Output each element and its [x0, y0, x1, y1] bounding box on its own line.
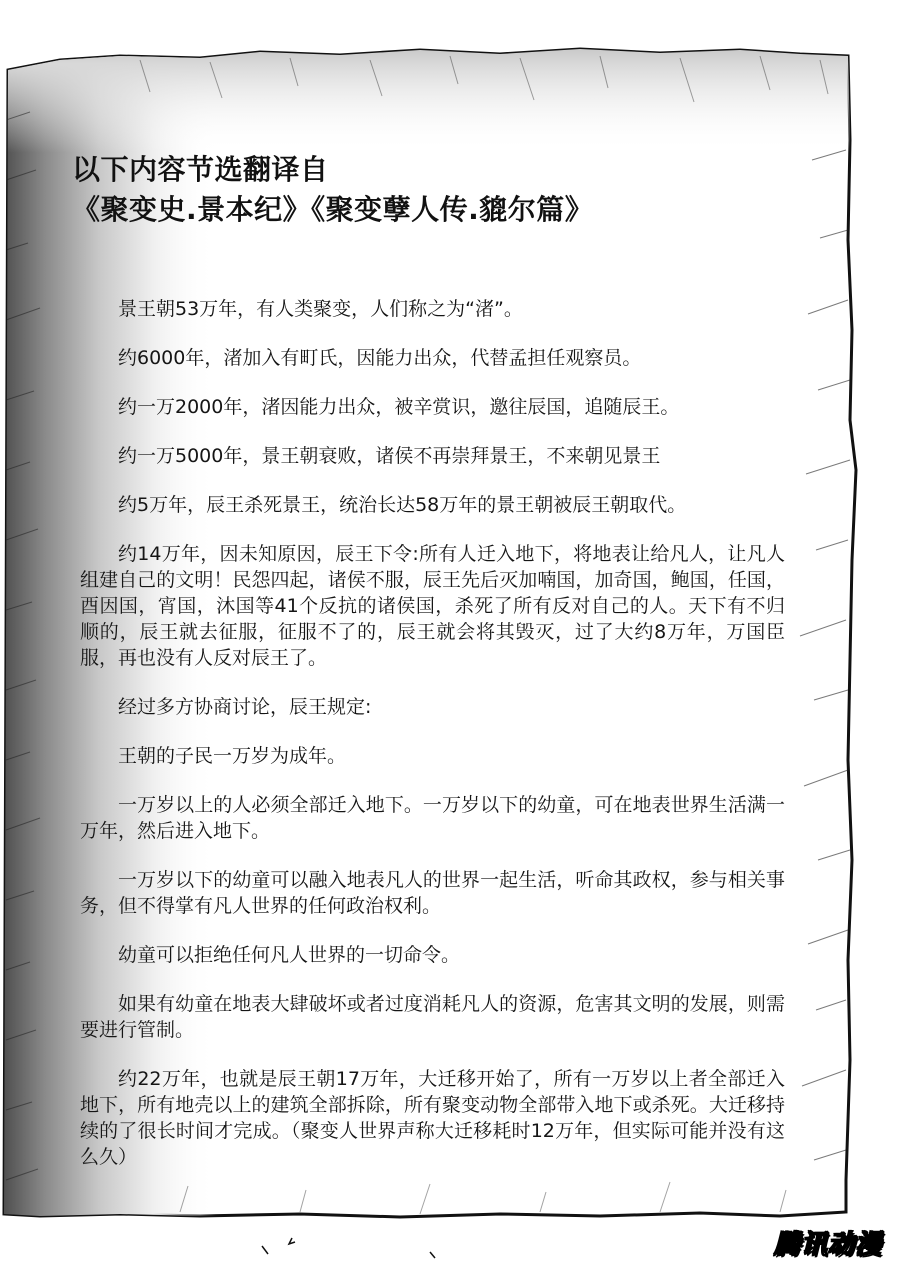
- paragraph: 经过多方协商讨论，辰王规定:: [118, 696, 372, 718]
- paragraph: 王朝的子民一万岁为成年。: [118, 745, 347, 767]
- paragraph: 约5万年，辰王杀死景王，统治长达58万年的景王朝被辰王朝取代。: [118, 494, 687, 516]
- paragraph: 约一万2000年，渚因能力出众，被辛赏识，邀往辰国，追随辰王。: [118, 396, 680, 418]
- paragraph: 景王朝53万年，有人类聚变，人们称之为“渚”。: [118, 298, 523, 320]
- paragraph: 约22万年，也就是辰王朝17万年，大迁移开始了，所有一万岁以上者全部迁入地下，所有地壳以上的建筑全部拆除，所有聚变动物全部带入地下或杀死。大迁移持续的了很长时间才完成。（聚变人世界声称大迁移耗时12万年，但实际可能并没有这么久）: [80, 1068, 785, 1168]
- paragraph: 约一万5000年，景王朝衰败，诸侯不再崇拜景王，不来朝见景王: [118, 445, 661, 467]
- title-line-2: 《聚变史.景本纪》《聚变孽人传.貔尔篇》: [72, 193, 594, 226]
- paragraph: 约14万年，因未知原因，辰王下令:所有人迁入地下，将地表让给凡人，让凡人组建自己的文明！民怨四起，诸侯不服，辰王先后灭加喃国，加奇国，鲍国，任国，酉因国，宵国，沐国等41个反抗的诸侯国，杀死了所有反对自己的人。天下有不归顺的，辰王就去征服，征服不了的，辰王就会将其毁灭，过了大约8万年，万国臣服，再也没有人反对辰王了。: [80, 543, 785, 669]
- watermark-text: 腾讯动漫: [773, 1230, 882, 1260]
- paragraph: 一万岁以下的幼童可以融入地表凡人的世界一起生活，听命其政权，参与相关事务，但不得掌有凡人世界的任何政治权利。: [80, 869, 785, 917]
- paragraph: 约6000年，渚加入有町氏，因能力出众，代替孟担任观察员。: [118, 347, 642, 369]
- paragraph: 幼童可以拒绝任何凡人世界的一切命令。: [118, 944, 461, 966]
- title-line-1: 以下内容节选翻译自: [72, 153, 329, 186]
- paragraph: 一万岁以上的人必须全部迁入地下。一万岁以下的幼童，可在地表世界生活满一万年，然后进入地下。: [80, 794, 785, 842]
- body-text: [80, 296, 785, 1193]
- paragraph: 如果有幼童在地表大肆破坏或者过度消耗凡人的资源，危害其文明的发展，则需要进行管制。: [80, 993, 785, 1041]
- watermark-logo: [742, 1224, 882, 1260]
- title-block: [72, 150, 772, 230]
